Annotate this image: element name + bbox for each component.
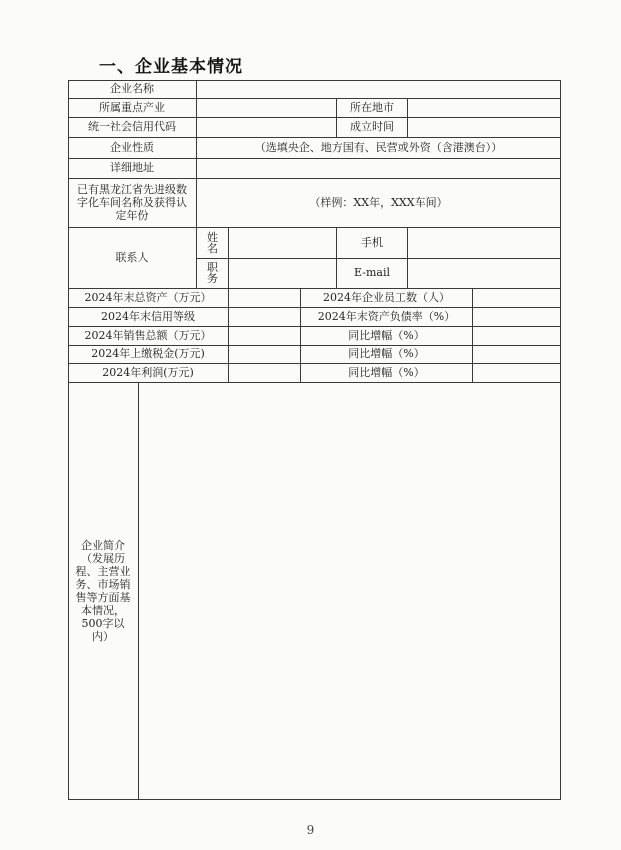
profit-growth-label: 同比增幅（%）: [348, 365, 425, 379]
table-border: [68, 80, 69, 800]
profit-growth-field[interactable]: [473, 363, 560, 382]
credit-code-label: 统一社会信用代码: [88, 120, 176, 133]
name-char: 名: [207, 241, 218, 255]
company-name-label: 企业名称: [110, 82, 154, 95]
sales-growth-label: 同比增幅（%）: [348, 328, 425, 342]
company-intro-field[interactable]: [139, 383, 560, 799]
total-assets-field[interactable]: [229, 288, 300, 307]
address-label: 详细地址: [110, 161, 154, 174]
sales-label: 2024年销售总额（万元）: [84, 328, 212, 342]
debt-ratio-label: 2024年末资产负债率（%）: [317, 309, 456, 323]
page-number: 9: [306, 823, 315, 837]
mobile-label: 手机: [361, 235, 383, 249]
established-field[interactable]: [408, 117, 560, 137]
key-industry-field[interactable]: [197, 98, 336, 117]
position-char: 务: [207, 272, 218, 285]
tax-growth-label: 同比增幅（%）: [348, 347, 425, 360]
workshop-label: 已有黑龙江省先进级数字化车间名称及获得认定年份: [77, 183, 187, 222]
nature-field[interactable]: （选填央企、地方国有、民营或外资（含港澳台））: [254, 140, 503, 154]
profit-field[interactable]: [229, 363, 300, 382]
key-industry-label: 所属重点产业: [99, 100, 165, 114]
total-assets-label: 2024年末总资产（万元）: [84, 290, 212, 304]
email-label: E-mail: [354, 266, 390, 279]
company-intro-label: 企业简介（发展历程、主营业务、市场销售等方面基本情况，500字以内）: [75, 538, 131, 643]
email-field[interactable]: [408, 258, 560, 288]
contact-label: 联系人: [115, 250, 149, 264]
credit-code-field[interactable]: [197, 117, 336, 137]
credit-rating-label: 2024年末信用等级: [101, 309, 195, 323]
table-border: [560, 80, 561, 800]
employees-label: 2024年企业员工数（人）: [323, 290, 450, 304]
sales-field[interactable]: [229, 326, 300, 345]
city-field[interactable]: [408, 98, 560, 117]
nature-label: 企业性质: [110, 140, 154, 154]
city-label: 所在地市: [350, 100, 394, 114]
sales-growth-field[interactable]: [473, 326, 560, 345]
company-name-field[interactable]: [197, 80, 560, 98]
position-label: [197, 258, 228, 288]
profit-label: 2024年利润(万元): [102, 365, 194, 379]
name-label: [197, 227, 228, 258]
mobile-field[interactable]: [408, 227, 560, 258]
address-field[interactable]: [197, 158, 560, 178]
debt-ratio-field[interactable]: [473, 307, 560, 326]
tax-growth-field[interactable]: [473, 345, 560, 363]
tax-label: 2024年上缴税金(万元): [91, 347, 205, 360]
tax-field[interactable]: [229, 345, 300, 363]
name-char: 姓: [207, 230, 218, 244]
section-title: 一、企业基本情况: [99, 57, 243, 77]
credit-rating-field[interactable]: [229, 307, 300, 326]
established-label: 成立时间: [350, 120, 394, 133]
table-border: [68, 799, 561, 800]
contact-position-field[interactable]: [229, 258, 336, 288]
position-char: 职: [207, 261, 218, 274]
workshop-field[interactable]: （样例：XX年，XXX车间）: [309, 195, 448, 209]
contact-name-field[interactable]: [229, 227, 336, 258]
employees-field[interactable]: [473, 288, 560, 307]
